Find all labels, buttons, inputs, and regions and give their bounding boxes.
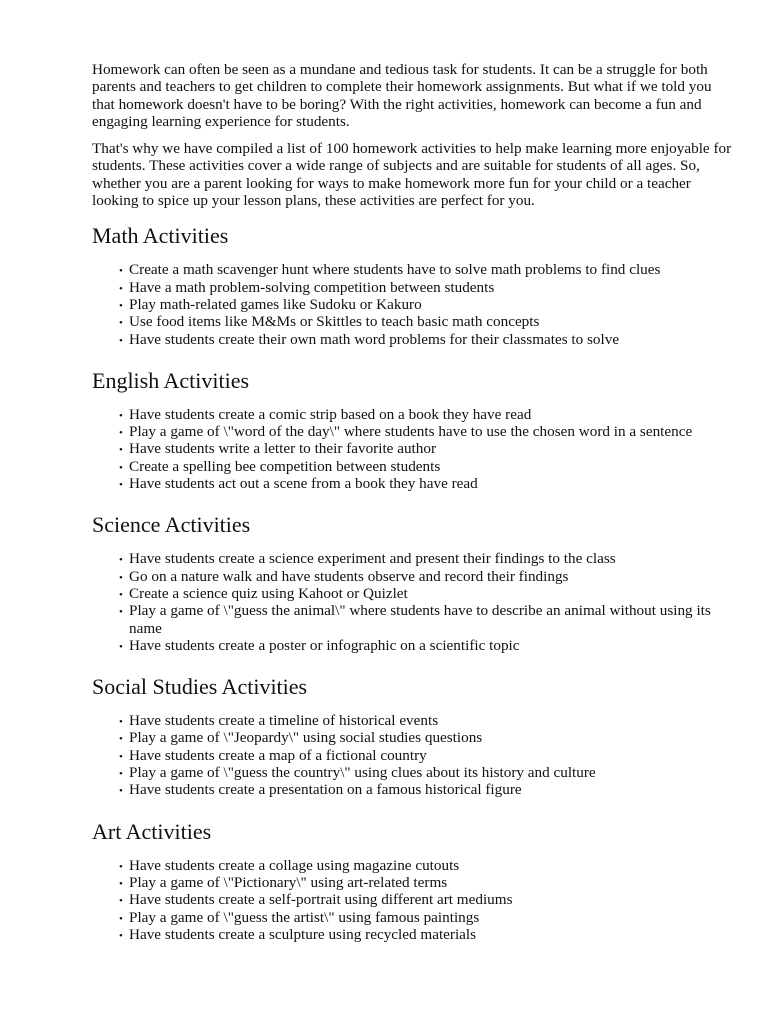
list-item [119,584,732,602]
list-item [119,330,732,348]
bullet-icon: • [119,282,123,295]
english-activity-list [92,406,732,492]
list-item [119,457,732,475]
document-page [92,61,732,943]
list-item [119,550,732,568]
bullet-icon: • [119,299,123,312]
list-item [119,405,732,423]
social-studies-activity-list [92,712,732,798]
list-item [119,602,732,637]
list-item-text: Create a science quiz using Kahoot or Quizlet [129,584,408,602]
list-item-text: Have students create a collage using magazine cutouts [129,856,460,874]
list-item-text: Have students create their own math word problems for their classmates to solve [129,330,620,348]
bullet-icon: • [119,461,123,474]
bullet-icon: • [119,768,123,781]
bullet-icon: • [119,733,123,746]
list-item-text: Have students write a letter to their favorite author [129,440,437,458]
list-item [119,925,732,943]
list-item-text: Use food items like M&Ms or Skittles to teach basic math concepts [129,313,540,331]
list-item-text: Have students create a self-portrait using different art mediums [129,891,513,909]
bullet-icon: • [119,265,123,278]
list-item [119,781,732,799]
list-item [119,873,732,891]
intro-paragraph: That's why we have compiled a list of 100 homework activities to help make learning more enjoyable for students. These activities cover a wide range of subjects and are suitable for students of all ages. So, whether you are a parent looking for ways to make homework more fun for your child or a teacher looking to spice up your lesson plans, these activities are perfect for you. [92,140,732,210]
bullet-icon: • [119,588,123,601]
list-item-text: Have students create a map of a fictional country [129,746,427,764]
list-item [119,278,732,296]
section-title-english: English Activities [92,367,250,393]
bullet-icon: • [119,571,123,584]
bullet-icon: • [119,785,123,798]
list-item-text: Create a spelling bee competition between students [129,457,441,475]
section-title-science: Science Activities [92,512,251,538]
list-item-text: Have students act out a scene from a book they have read [129,475,478,493]
list-item [119,261,732,279]
list-item [119,764,732,782]
list-item-text: Play a game of \"word of the day\" where students have to use the chosen word in a sentence [129,423,693,441]
list-item-text: Play a game of \"Pictionary\" using art-related terms [129,873,448,891]
list-item-text: Have students create a science experiment and present their findings to the class [129,550,616,568]
list-item [119,423,732,441]
list-item [119,729,732,747]
bullet-icon: • [119,640,123,653]
list-item-text: Play a game of \"Jeopardy\" using social studies questions [129,729,483,747]
list-item-text: Play a game of \"guess the animal\" where students have to describe an animal without using its name [129,602,711,637]
bullet-icon: • [119,479,123,492]
list-item [119,712,732,730]
list-item [119,313,732,331]
list-item [119,295,732,313]
bullet-icon: • [119,444,123,457]
list-item [119,636,732,654]
list-item [119,856,732,874]
list-item [119,891,732,909]
list-item-text: Have students create a sculpture using recycled materials [129,925,477,943]
list-item-text: Go on a nature walk and have students observe and record their findings [129,567,569,585]
list-item-text: Create a math scavenger hunt where students have to solve math problems to find clues [129,261,661,279]
bullet-icon: • [119,750,123,763]
list-item [119,440,732,458]
bullet-icon: • [119,427,123,440]
art-activity-list [92,857,732,943]
list-item [119,746,732,764]
section-title-art: Art Activities [92,818,212,844]
bullet-icon: • [119,860,123,873]
list-item [119,908,732,926]
math-activity-list [92,261,732,347]
bullet-icon: • [119,317,123,330]
list-item-text: Have students create a presentation on a famous historical figure [129,781,522,799]
science-activity-list [92,550,732,654]
list-item-text: Play a game of \"guess the country\" using clues about its history and culture [129,764,596,782]
list-item-text: Play a game of \"guess the artist\" using famous paintings [129,908,480,926]
bullet-icon: • [119,877,123,890]
bullet-icon: • [119,895,123,908]
list-item-text: Have a math problem-solving competition between students [129,278,495,296]
bullet-icon: • [119,716,123,729]
intro-paragraph: Homework can often be seen as a mundane and tedious task for students. It can be a struggle for both parents and teachers to get children to complete their homework assignments. But what if we told you that homework doesn't have to be boring? With the right activities, homework can become a fun and engaging learning experience for students. [92,61,712,130]
bullet-icon: • [119,912,123,925]
bullet-icon: • [119,334,123,347]
bullet-icon: • [119,554,123,567]
list-item-text: Have students create a comic strip based on a book they have read [129,405,532,423]
bullet-icon: • [119,606,123,619]
bullet-icon: • [119,409,123,422]
section-title-math: Math Activities [92,223,229,249]
list-item-text: Play math-related games like Sudoku or Kakuro [129,295,422,313]
list-item-text: Have students create a timeline of historical events [129,712,439,730]
section-title-social-studies: Social Studies Activities [92,674,308,700]
list-item [119,475,732,493]
list-item-text: Have students create a poster or infographic on a scientific topic [129,636,520,654]
bullet-icon: • [119,929,123,942]
list-item [119,567,732,585]
